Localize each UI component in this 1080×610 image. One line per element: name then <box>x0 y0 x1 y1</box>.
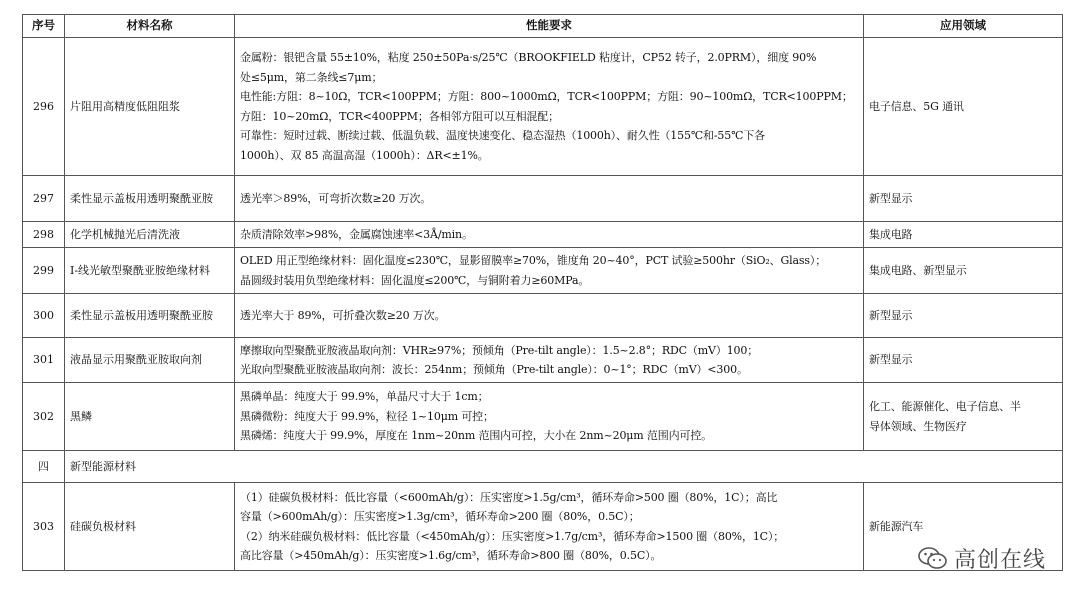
req-line: 1000h）、双 85 高温高湿（1000h）：ΔR<±1%。 <box>240 148 489 162</box>
req-line: 金属粉：银钯含量 55±10%，粘度 250±50Pa·s/25℃（BROOKFIELD 粘度计，CP52 转子，2.0PRM），细度 90% <box>240 51 817 64</box>
row-application <box>864 222 1063 248</box>
req-line: 黑磷微粉：纯度大于 99.9%，粒径 1~10μm 可控； <box>240 409 494 423</box>
row-no: 296 <box>23 38 65 176</box>
row-application <box>864 248 1063 294</box>
row-name: 片阻用高精度低阻阻浆 <box>65 38 235 176</box>
req-line: 透光率＞89%，可弯折次数≥20 万次。 <box>240 191 432 205</box>
req-line: （1）硅碳负极材料：低比容量（<600mAh/g）：压实密度>1.5g/cm³，循环寿命>500 圈（80%，1C）；高比 <box>240 490 778 504</box>
row-no: 299 <box>23 248 65 294</box>
watermark-text: 高创在线 <box>953 548 1046 573</box>
req-line: OLED 用正型绝缘材料：固化温度≤230℃，显影留膜率≥70%，锥度角 20~40°，PCT 试验≥500hr（SiO₂、Glass）； <box>240 254 827 267</box>
table-row <box>23 294 1063 338</box>
row-no: 301 <box>23 338 65 383</box>
section-title: 新型能源材料 <box>65 451 1063 483</box>
row-name: 硅碳负极材料 <box>65 483 235 571</box>
req-line: 摩擦取向型聚酰亚胺液晶取向剂：VHR≥97%；预倾角（Pre-tilt angle）：1.5~2.8°；RDC（mV）100； <box>240 343 759 357</box>
req-line: 黑磷烯：纯度大于 99.9%，厚度在 1nm~20nm 范围内可控，大小在 2nm~20μm 范围内可控。 <box>240 429 713 443</box>
app-line: 电子信息、5G 通讯 <box>869 99 964 113</box>
row-name: 化学机械抛光后清洗液 <box>65 222 235 248</box>
header-application: 应用领域 <box>864 15 1063 38</box>
table-row <box>23 383 1063 451</box>
row-application <box>864 176 1063 222</box>
row-name: 液晶显示用聚酰亚胺取向剂 <box>65 338 235 383</box>
app-line: 新型显示 <box>869 308 913 322</box>
row-requirements <box>235 38 864 176</box>
row-requirements <box>235 383 864 451</box>
header-name: 材料名称 <box>65 15 235 38</box>
row-name: I-线光敏型聚酰亚胺绝缘材料 <box>65 248 235 294</box>
app-line: 导体领域、生物医疗 <box>869 419 967 433</box>
req-line: 透光率大于 89%，可折叠次数≥20 万次。 <box>240 308 446 322</box>
req-line: 杂质清除效率>98%，金属腐蚀速率<3Å/min。 <box>240 227 473 241</box>
table-row <box>23 176 1063 222</box>
req-line: 方阻：10~20mΩ，TCR<400PPM；各相邻方阻可以互相混配； <box>240 109 559 123</box>
section-row <box>23 451 1063 483</box>
row-name: 黑鳞 <box>65 383 235 451</box>
req-line: 可靠性：短时过载、断续过载、低温负载、温度快速变化、稳态湿热（1000h）、耐久性（155℃和-55℃下各 <box>240 129 765 142</box>
materials-table <box>22 14 1063 571</box>
app-line: 集成电路、新型显示 <box>869 263 967 277</box>
header-requirements: 性能要求 <box>235 15 864 38</box>
row-requirements <box>235 176 864 222</box>
row-no: 297 <box>23 176 65 222</box>
table-header-row <box>23 15 1063 38</box>
app-line: 新能源汽车 <box>869 519 924 533</box>
table-row <box>23 38 1063 176</box>
app-line: 新型显示 <box>869 191 913 205</box>
row-requirements <box>235 294 864 338</box>
req-line: 晶圆级封装用负型绝缘材料：固化温度≤200℃，与铜附着力≥60MPa。 <box>240 273 590 287</box>
row-application <box>864 483 1063 571</box>
row-requirements <box>235 483 864 571</box>
row-no: 300 <box>23 294 65 338</box>
app-line: 集成电路 <box>869 227 913 241</box>
req-line: 高比容量（>450mAh/g）：压实密度>1.6g/cm³，循环寿命>800 圈（80%，0.5C）。 <box>240 549 662 562</box>
row-requirements <box>235 338 864 383</box>
table-row <box>23 248 1063 294</box>
table-row <box>23 222 1063 248</box>
row-application <box>864 338 1063 383</box>
header-no: 序号 <box>23 15 65 38</box>
row-no: 298 <box>23 222 65 248</box>
row-name: 柔性显示盖板用透明聚酰亚胺 <box>65 176 235 222</box>
req-line: 电性能:方阻：8~10Ω，TCR<100PPM；方阻：800~1000mΩ，TCR<100PPM；方阻：90~100mΩ，TCR<100PPM； <box>240 90 853 103</box>
req-line: 容量（>600mAh/g）：压实密度>1.3g/cm³，循环寿命>200 圈（80%，0.5C）； <box>240 510 640 523</box>
row-application <box>864 38 1063 176</box>
req-line: （2）纳米硅碳负极材料：低比容量（<450mAh/g）：压实密度>1.7g/cm³，循环寿命>1500 圈（80%，1C）； <box>240 529 785 543</box>
row-no: 302 <box>23 383 65 451</box>
app-line: 新型显示 <box>869 353 913 367</box>
req-line: 处≤5μm，第二条线≤7μm； <box>240 70 383 84</box>
row-requirements <box>235 222 864 248</box>
section-no: 四 <box>23 451 65 483</box>
row-application <box>864 294 1063 338</box>
app-line: 化工、能源催化、电子信息、半 <box>869 400 1021 413</box>
row-requirements <box>235 248 864 294</box>
table-row <box>23 338 1063 383</box>
row-name: 柔性显示盖板用透明聚酰亚胺 <box>65 294 235 338</box>
req-line: 黑磷单晶：纯度大于 99.9%，单晶尺寸大于 1cm； <box>240 390 489 404</box>
table-row <box>23 483 1063 571</box>
row-no: 303 <box>23 483 65 571</box>
row-application <box>864 383 1063 451</box>
req-line: 光取向型聚酰亚胺液晶取向剂：波长：254nm；预倾角（Pre-tilt angle）：0~1°；RDC（mV）<300。 <box>240 363 748 376</box>
